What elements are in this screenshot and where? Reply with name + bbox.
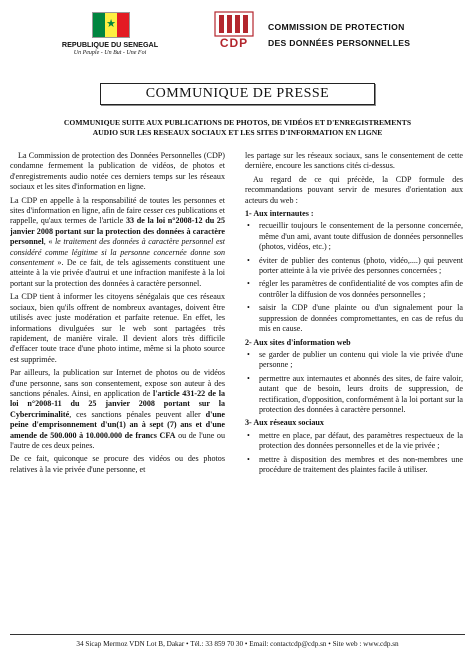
flag-red-band <box>117 13 129 37</box>
press-release-banner <box>100 83 375 105</box>
senegal-flag <box>92 12 130 38</box>
list-internautes <box>245 221 463 334</box>
list-item: • se garder de publier un contenu qui viole la vie privée d'une personne ; <box>245 350 463 371</box>
subtitle-line-2: AUDIO SUR LES RESEAUX SOCIAUX ET LES SITES D'INFORMATION EN LIGNE <box>92 128 383 137</box>
footer-contact: 34 Sicap Mermoz VDN Lot B, Dakar • Tél.: 33 859 70 30 • Email: contactcdp@cdp.sn • Site web : www.cdp.sn <box>76 640 399 648</box>
paragraph-continued: les partage sur les réseaux sociaux, sans le consentement de cette dernière, encoure les sanctions cités ci-dessus. <box>245 151 463 171</box>
paragraph-recommendations: Au regard de ce qui précède, la CDP formule des recommandations pouvant servir de mesures d'orientation aux acteurs du web : <box>245 174 463 205</box>
paragraph-sanctions: Par ailleurs, la publication sur Internet de photos ou de vidéos d'une personne, sans son consentement, expose son auteur à des sanctions pénales. Ainsi, en application de l'article 431-22 de la loi n°2008-11 du 25 janvier 2008 portant sur la Cybercriminalité, ces sanctions pénales peuvent aller d'une peine d'emprisonnement d'un(1) an à sept (7) ans et d'une amende de 500.000 à 10.000.000 de francs CFA ou de l'une ou l'autre de ces deux peines. <box>10 368 225 450</box>
list-item: • mettre à disposition des membres et des non-membres une procédure de traitement des plaintes facile à utiliser. <box>245 455 463 476</box>
flag-yellow-band <box>105 13 117 37</box>
paragraph-article-33: La CDP en appelle à la responsabilité de toutes les personnes et sites d'information en ligne, afin de faire cesser ces publications et rappelle, qu'aux termes de l'article 33 de la loi n°2008-12 du 25 janvier 2008 portant sur la protection des données à caractère personnel, « le traitement des données à caractère personnel est considéré comme légitime si la personne concernée donne son consentement ». De ce fait, de tels agissements constituent une atteinte à la vie privée d'autrui et une infraction manifeste à la loi portant sur la protection des données à caractère personnel. <box>10 195 225 288</box>
banner-title: COMMUNIQUE DE PRESSE <box>145 86 330 101</box>
list-item: • mettre en place, par défaut, des paramètres respectueux de la protection des données personnelles et de la vie privée ; <box>245 431 463 452</box>
section-sites-web: 2- Aux sites d'information web <box>245 337 351 347</box>
commission-title-1: COMMISSION DE PROTECTION <box>268 22 405 32</box>
list-sites-web <box>245 350 463 415</box>
section-reseaux-sociaux: 3- Aux réseaux sociaux <box>245 418 324 428</box>
flag-green-band <box>93 13 105 37</box>
paragraph-intro: La Commission de protection des Données Personnelles (CDP) condamne fermement la publication de vidéos, de photos et d'enregistrements audio notée ces derniers temps sur les réseaux sociaux et les sites d'information en ligne. <box>10 151 225 192</box>
republic-title: REPUBLIQUE DU SENEGAL <box>61 40 159 49</box>
list-item: • recueillir toujours le consentement de la personne concernée, même d'un ami, avant toute diffusion de données personnelles (photos, vidéos, etc.) ; <box>245 221 463 252</box>
list-item: • saisir la CDP d'une plainte ou d'un signalement pour la suppression de données compromettantes, en cas de refus du mis en cause. <box>245 303 463 334</box>
star-icon: ★ <box>106 18 116 30</box>
list-item: • éviter de publier des contenus (photo, vidéo,....) qui peuvent porter atteinte à la vie privée des personnes concernées ; <box>245 256 463 277</box>
left-column <box>10 151 225 646</box>
paragraph-conclusion: De ce fait, quiconque se procure des vidéos ou des photos relatives à la vie privée d'une personne, et <box>10 454 225 474</box>
cdp-logo <box>212 10 256 52</box>
section-internautes: 1- Aux internautes : <box>245 209 314 219</box>
list-item: • permettre aux internautes et abonnés des sites, de faire valoir, autant que de besoin, leurs droits de suppression, de rectification, d'opposition, conformément à la loi portant sur la protection des données à caractère personnel. <box>245 374 463 416</box>
subtitle-line-1: COMMUNIQUE SUITE AUX PUBLICATIONS DE PHOTOS, DE VIDÉOS ET D'ENREGISTREMENTS <box>63 118 412 127</box>
list-item: • régler les paramètres de confidentialité de vos comptes afin de contrôler la diffusion de vos données personnelles ; <box>245 279 463 300</box>
national-motto: Un Peuple - Un But - Une Foi <box>73 50 147 56</box>
right-column <box>245 151 463 646</box>
paragraph-information: La CDP tient à informer les citoyens sénégalais que ces réseaux sociaux, bien qu'ils offrent de nombreux avantages, doivent être utilisés avec juste modération et parfaite retenue. En effet, les informations divulguées sur le web sont partagées très rapidement, de manière virale. Il devient alors très difficile d'effacer toute trace d'une photo intime, même si la photo source est supprimée. <box>10 292 225 364</box>
list-reseaux-sociaux <box>245 431 463 476</box>
footer-divider <box>10 634 465 635</box>
cdp-logo-text: CDP <box>219 36 249 50</box>
commission-title-2: DES DONNÉES PERSONNELLES <box>268 38 411 48</box>
